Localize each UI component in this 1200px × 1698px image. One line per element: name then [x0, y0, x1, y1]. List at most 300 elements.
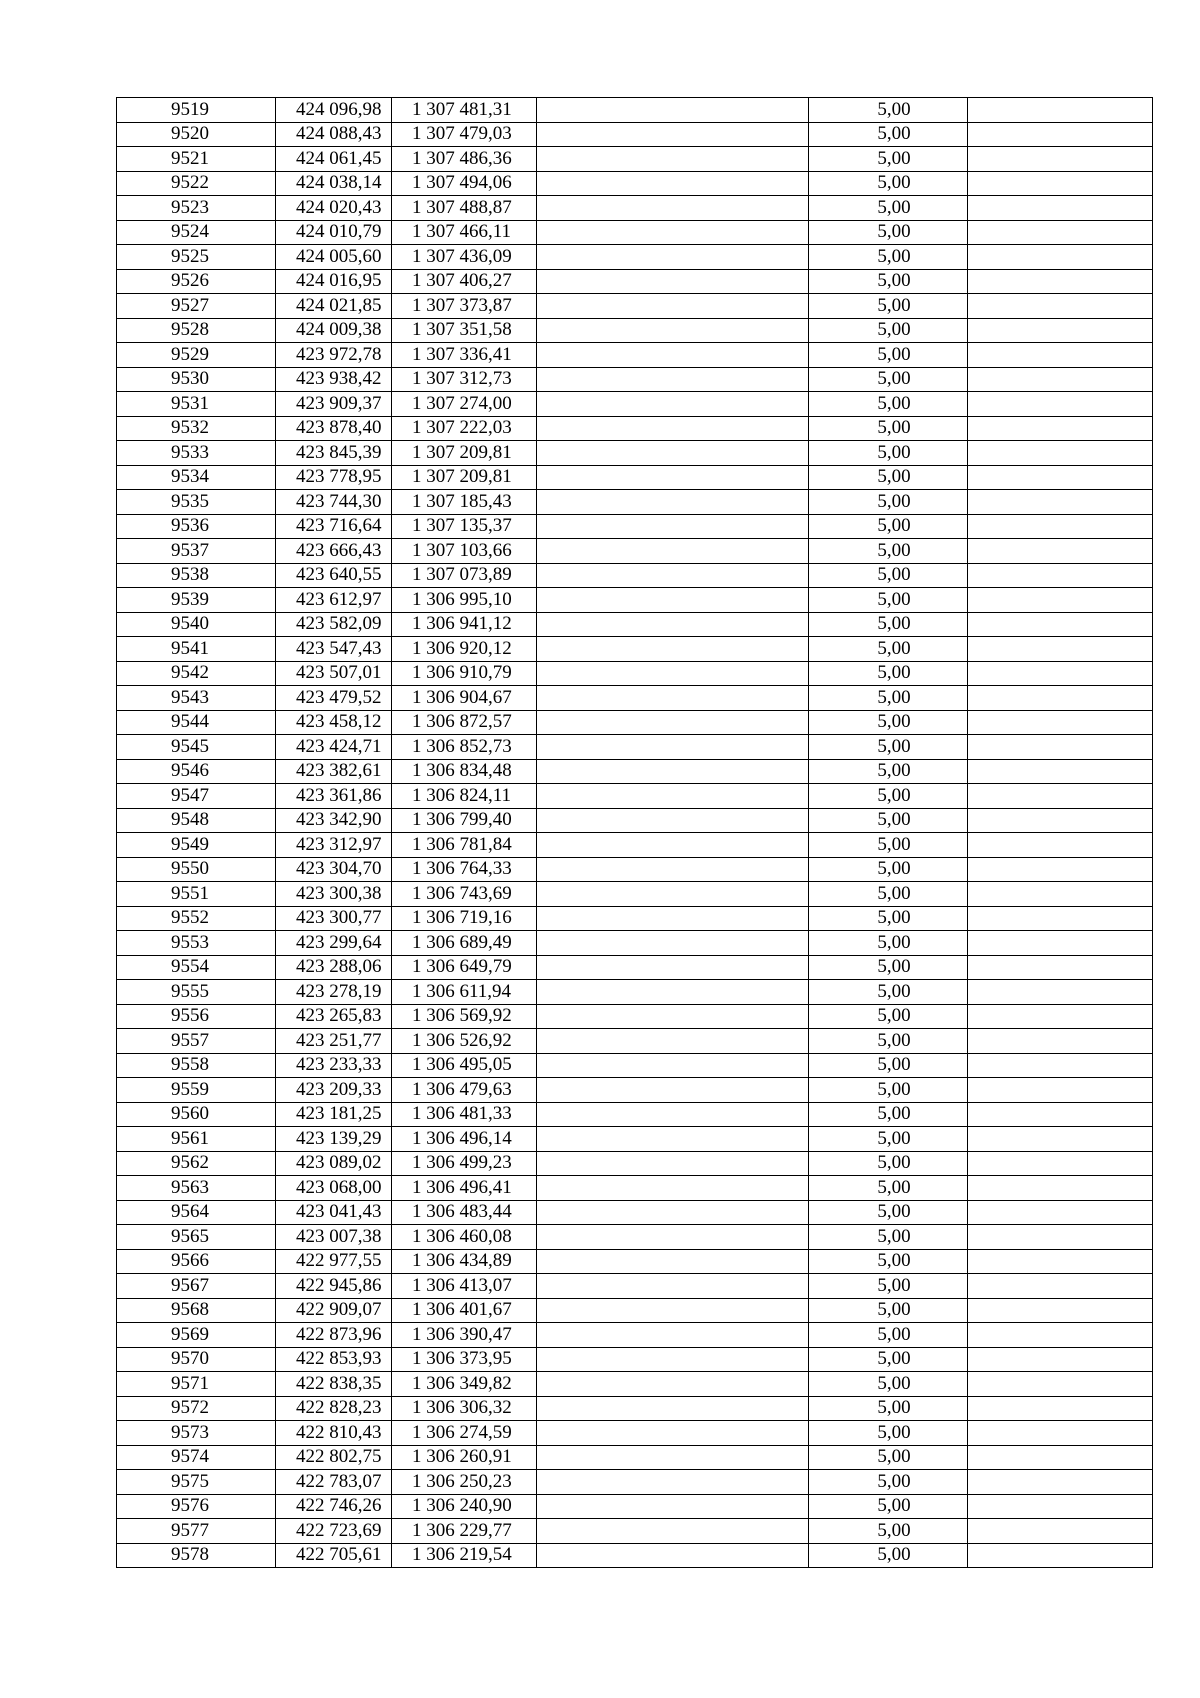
- blank-cell: [537, 1323, 809, 1348]
- y-coordinate-cell: 1 306 569,92: [392, 1004, 537, 1029]
- x-coordinate-cell: 422 838,35: [276, 1372, 392, 1397]
- value-cell: 5,00: [809, 735, 968, 760]
- y-coordinate-cell: 1 306 920,12: [392, 637, 537, 662]
- coordinate-table: [116, 97, 1153, 1568]
- x-coordinate-cell: 422 977,55: [276, 1249, 392, 1274]
- x-coordinate-cell: 423 845,39: [276, 441, 392, 466]
- y-coordinate-cell: 1 306 689,49: [392, 931, 537, 956]
- y-coordinate-cell: 1 306 240,90: [392, 1494, 537, 1519]
- point-number-cell: 9575: [117, 1470, 276, 1495]
- y-coordinate-cell: 1 307 373,87: [392, 294, 537, 319]
- x-coordinate-cell: 422 945,86: [276, 1274, 392, 1299]
- blank-cell: [968, 294, 1153, 319]
- value-cell: 5,00: [809, 637, 968, 662]
- blank-cell: [968, 1347, 1153, 1372]
- blank-cell: [968, 490, 1153, 515]
- value-cell: 5,00: [809, 588, 968, 613]
- table-row: [117, 539, 1153, 564]
- value-cell: 5,00: [809, 98, 968, 123]
- point-number-cell: 9524: [117, 220, 276, 245]
- y-coordinate-cell: 1 306 649,79: [392, 955, 537, 980]
- blank-cell: [968, 1053, 1153, 1078]
- table-row: [117, 833, 1153, 858]
- table-row: [117, 1102, 1153, 1127]
- blank-cell: [537, 637, 809, 662]
- table-row: [117, 1519, 1153, 1544]
- table-row: [117, 367, 1153, 392]
- blank-cell: [537, 686, 809, 711]
- value-cell: 5,00: [809, 196, 968, 221]
- x-coordinate-cell: 422 705,61: [276, 1543, 392, 1568]
- blank-cell: [537, 367, 809, 392]
- point-number-cell: 9535: [117, 490, 276, 515]
- x-coordinate-cell: 423 547,43: [276, 637, 392, 662]
- y-coordinate-cell: 1 306 496,14: [392, 1127, 537, 1152]
- x-coordinate-cell: 423 233,33: [276, 1053, 392, 1078]
- y-coordinate-cell: 1 306 306,32: [392, 1396, 537, 1421]
- blank-cell: [537, 122, 809, 147]
- y-coordinate-cell: 1 306 483,44: [392, 1200, 537, 1225]
- value-cell: 5,00: [809, 1053, 968, 1078]
- x-coordinate-cell: 422 723,69: [276, 1519, 392, 1544]
- blank-cell: [968, 784, 1153, 809]
- x-coordinate-cell: 423 938,42: [276, 367, 392, 392]
- x-coordinate-cell: 423 209,33: [276, 1078, 392, 1103]
- value-cell: 5,00: [809, 1543, 968, 1568]
- blank-cell: [537, 1396, 809, 1421]
- point-number-cell: 9537: [117, 539, 276, 564]
- value-cell: 5,00: [809, 343, 968, 368]
- table-row: [117, 808, 1153, 833]
- blank-cell: [537, 490, 809, 515]
- value-cell: 5,00: [809, 1470, 968, 1495]
- blank-cell: [968, 318, 1153, 343]
- table-row: [117, 980, 1153, 1005]
- x-coordinate-cell: 424 061,45: [276, 147, 392, 172]
- x-coordinate-cell: 422 802,75: [276, 1445, 392, 1470]
- value-cell: 5,00: [809, 1494, 968, 1519]
- blank-cell: [537, 1102, 809, 1127]
- x-coordinate-cell: 422 810,43: [276, 1421, 392, 1446]
- blank-cell: [537, 661, 809, 686]
- table-row: [117, 343, 1153, 368]
- blank-cell: [537, 1543, 809, 1568]
- value-cell: 5,00: [809, 1127, 968, 1152]
- blank-cell: [537, 147, 809, 172]
- blank-cell: [968, 833, 1153, 858]
- blank-cell: [968, 441, 1153, 466]
- point-number-cell: 9528: [117, 318, 276, 343]
- blank-cell: [537, 906, 809, 931]
- x-coordinate-cell: 423 878,40: [276, 416, 392, 441]
- blank-cell: [968, 245, 1153, 270]
- blank-cell: [968, 1470, 1153, 1495]
- y-coordinate-cell: 1 306 910,79: [392, 661, 537, 686]
- table-row: [117, 1200, 1153, 1225]
- blank-cell: [537, 1053, 809, 1078]
- x-coordinate-cell: 423 007,38: [276, 1225, 392, 1250]
- y-coordinate-cell: 1 306 260,91: [392, 1445, 537, 1470]
- blank-cell: [968, 220, 1153, 245]
- point-number-cell: 9545: [117, 735, 276, 760]
- blank-cell: [968, 1445, 1153, 1470]
- point-number-cell: 9519: [117, 98, 276, 123]
- y-coordinate-cell: 1 306 274,59: [392, 1421, 537, 1446]
- y-coordinate-cell: 1 306 995,10: [392, 588, 537, 613]
- blank-cell: [968, 122, 1153, 147]
- blank-cell: [968, 1004, 1153, 1029]
- y-coordinate-cell: 1 306 349,82: [392, 1372, 537, 1397]
- point-number-cell: 9563: [117, 1176, 276, 1201]
- blank-cell: [968, 98, 1153, 123]
- y-coordinate-cell: 1 307 336,41: [392, 343, 537, 368]
- value-cell: 5,00: [809, 1078, 968, 1103]
- x-coordinate-cell: 423 716,64: [276, 514, 392, 539]
- blank-cell: [537, 1274, 809, 1299]
- x-coordinate-cell: 424 021,85: [276, 294, 392, 319]
- blank-cell: [537, 539, 809, 564]
- blank-cell: [968, 1421, 1153, 1446]
- point-number-cell: 9558: [117, 1053, 276, 1078]
- point-number-cell: 9540: [117, 612, 276, 637]
- y-coordinate-cell: 1 306 719,16: [392, 906, 537, 931]
- blank-cell: [537, 735, 809, 760]
- point-number-cell: 9551: [117, 882, 276, 907]
- y-coordinate-cell: 1 307 209,81: [392, 441, 537, 466]
- point-number-cell: 9534: [117, 465, 276, 490]
- point-number-cell: 9521: [117, 147, 276, 172]
- value-cell: 5,00: [809, 1102, 968, 1127]
- y-coordinate-cell: 1 306 413,07: [392, 1274, 537, 1299]
- table-row: [117, 759, 1153, 784]
- y-coordinate-cell: 1 307 436,09: [392, 245, 537, 270]
- point-number-cell: 9550: [117, 857, 276, 882]
- table-row: [117, 147, 1153, 172]
- y-coordinate-cell: 1 306 743,69: [392, 882, 537, 907]
- value-cell: 5,00: [809, 1176, 968, 1201]
- blank-cell: [968, 1274, 1153, 1299]
- blank-cell: [968, 735, 1153, 760]
- value-cell: 5,00: [809, 563, 968, 588]
- y-coordinate-cell: 1 306 434,89: [392, 1249, 537, 1274]
- x-coordinate-cell: 424 005,60: [276, 245, 392, 270]
- value-cell: 5,00: [809, 955, 968, 980]
- y-coordinate-cell: 1 307 103,66: [392, 539, 537, 564]
- x-coordinate-cell: 423 299,64: [276, 931, 392, 956]
- blank-cell: [537, 1494, 809, 1519]
- value-cell: 5,00: [809, 539, 968, 564]
- table-row: [117, 612, 1153, 637]
- table-row: [117, 1396, 1153, 1421]
- point-number-cell: 9555: [117, 980, 276, 1005]
- value-cell: 5,00: [809, 245, 968, 270]
- point-number-cell: 9527: [117, 294, 276, 319]
- blank-cell: [537, 1151, 809, 1176]
- point-number-cell: 9529: [117, 343, 276, 368]
- blank-cell: [968, 588, 1153, 613]
- value-cell: 5,00: [809, 416, 968, 441]
- blank-cell: [537, 857, 809, 882]
- table-row: [117, 882, 1153, 907]
- value-cell: 5,00: [809, 269, 968, 294]
- table-row: [117, 122, 1153, 147]
- table-row: [117, 1470, 1153, 1495]
- y-coordinate-cell: 1 307 185,43: [392, 490, 537, 515]
- blank-cell: [537, 563, 809, 588]
- x-coordinate-cell: 423 300,77: [276, 906, 392, 931]
- blank-cell: [537, 1249, 809, 1274]
- y-coordinate-cell: 1 307 488,87: [392, 196, 537, 221]
- point-number-cell: 9562: [117, 1151, 276, 1176]
- point-number-cell: 9564: [117, 1200, 276, 1225]
- point-number-cell: 9569: [117, 1323, 276, 1348]
- value-cell: 5,00: [809, 220, 968, 245]
- point-number-cell: 9547: [117, 784, 276, 809]
- y-coordinate-cell: 1 306 904,67: [392, 686, 537, 711]
- blank-cell: [968, 1372, 1153, 1397]
- y-coordinate-cell: 1 307 486,36: [392, 147, 537, 172]
- x-coordinate-cell: 423 041,43: [276, 1200, 392, 1225]
- blank-cell: [537, 294, 809, 319]
- blank-cell: [968, 1176, 1153, 1201]
- table-row: [117, 1494, 1153, 1519]
- x-coordinate-cell: 423 342,90: [276, 808, 392, 833]
- value-cell: 5,00: [809, 514, 968, 539]
- value-cell: 5,00: [809, 147, 968, 172]
- point-number-cell: 9568: [117, 1298, 276, 1323]
- value-cell: 5,00: [809, 1274, 968, 1299]
- x-coordinate-cell: 423 640,55: [276, 563, 392, 588]
- point-number-cell: 9561: [117, 1127, 276, 1152]
- x-coordinate-cell: 423 278,19: [276, 980, 392, 1005]
- x-coordinate-cell: 423 612,97: [276, 588, 392, 613]
- value-cell: 5,00: [809, 1029, 968, 1054]
- table-row: [117, 416, 1153, 441]
- x-coordinate-cell: 423 265,83: [276, 1004, 392, 1029]
- blank-cell: [968, 563, 1153, 588]
- blank-cell: [968, 343, 1153, 368]
- blank-cell: [537, 931, 809, 956]
- blank-cell: [968, 1029, 1153, 1054]
- blank-cell: [537, 1421, 809, 1446]
- table-row: [117, 563, 1153, 588]
- y-coordinate-cell: 1 306 526,92: [392, 1029, 537, 1054]
- x-coordinate-cell: 423 304,70: [276, 857, 392, 882]
- value-cell: 5,00: [809, 686, 968, 711]
- value-cell: 5,00: [809, 784, 968, 809]
- blank-cell: [537, 269, 809, 294]
- x-coordinate-cell: 423 288,06: [276, 955, 392, 980]
- blank-cell: [537, 1004, 809, 1029]
- value-cell: 5,00: [809, 1004, 968, 1029]
- x-coordinate-cell: 423 972,78: [276, 343, 392, 368]
- point-number-cell: 9571: [117, 1372, 276, 1397]
- blank-cell: [968, 1543, 1153, 1568]
- value-cell: 5,00: [809, 1421, 968, 1446]
- value-cell: 5,00: [809, 833, 968, 858]
- x-coordinate-cell: 423 507,01: [276, 661, 392, 686]
- x-coordinate-cell: 424 009,38: [276, 318, 392, 343]
- x-coordinate-cell: 422 909,07: [276, 1298, 392, 1323]
- blank-cell: [968, 1494, 1153, 1519]
- x-coordinate-cell: 423 139,29: [276, 1127, 392, 1152]
- y-coordinate-cell: 1 306 250,23: [392, 1470, 537, 1495]
- x-coordinate-cell: 423 424,71: [276, 735, 392, 760]
- value-cell: 5,00: [809, 759, 968, 784]
- blank-cell: [537, 1127, 809, 1152]
- value-cell: 5,00: [809, 808, 968, 833]
- x-coordinate-cell: 423 909,37: [276, 392, 392, 417]
- table-row: [117, 171, 1153, 196]
- x-coordinate-cell: 422 853,93: [276, 1347, 392, 1372]
- x-coordinate-cell: 423 778,95: [276, 465, 392, 490]
- table-row: [117, 710, 1153, 735]
- table-body: [117, 98, 1153, 1568]
- point-number-cell: 9567: [117, 1274, 276, 1299]
- y-coordinate-cell: 1 306 499,23: [392, 1151, 537, 1176]
- table-row: [117, 318, 1153, 343]
- point-number-cell: 9557: [117, 1029, 276, 1054]
- blank-cell: [968, 1249, 1153, 1274]
- point-number-cell: 9548: [117, 808, 276, 833]
- blank-cell: [537, 1445, 809, 1470]
- blank-cell: [537, 882, 809, 907]
- table-row: [117, 1298, 1153, 1323]
- blank-cell: [537, 710, 809, 735]
- blank-cell: [537, 196, 809, 221]
- y-coordinate-cell: 1 306 219,54: [392, 1543, 537, 1568]
- blank-cell: [537, 392, 809, 417]
- point-number-cell: 9553: [117, 931, 276, 956]
- x-coordinate-cell: 423 361,86: [276, 784, 392, 809]
- value-cell: 5,00: [809, 294, 968, 319]
- x-coordinate-cell: 422 828,23: [276, 1396, 392, 1421]
- y-coordinate-cell: 1 306 481,33: [392, 1102, 537, 1127]
- blank-cell: [537, 1176, 809, 1201]
- point-number-cell: 9559: [117, 1078, 276, 1103]
- point-number-cell: 9570: [117, 1347, 276, 1372]
- y-coordinate-cell: 1 306 229,77: [392, 1519, 537, 1544]
- blank-cell: [968, 416, 1153, 441]
- y-coordinate-cell: 1 306 781,84: [392, 833, 537, 858]
- table-row: [117, 686, 1153, 711]
- value-cell: 5,00: [809, 318, 968, 343]
- blank-cell: [968, 857, 1153, 882]
- x-coordinate-cell: 423 744,30: [276, 490, 392, 515]
- value-cell: 5,00: [809, 1396, 968, 1421]
- blank-cell: [537, 1372, 809, 1397]
- blank-cell: [968, 1078, 1153, 1103]
- x-coordinate-cell: 423 666,43: [276, 539, 392, 564]
- y-coordinate-cell: 1 307 274,00: [392, 392, 537, 417]
- table-row: [117, 1421, 1153, 1446]
- value-cell: 5,00: [809, 710, 968, 735]
- table-row: [117, 465, 1153, 490]
- blank-cell: [537, 808, 809, 833]
- blank-cell: [968, 539, 1153, 564]
- point-number-cell: 9538: [117, 563, 276, 588]
- table-row: [117, 857, 1153, 882]
- table-row: [117, 98, 1153, 123]
- point-number-cell: 9544: [117, 710, 276, 735]
- blank-cell: [968, 980, 1153, 1005]
- blank-cell: [968, 931, 1153, 956]
- table-row: [117, 490, 1153, 515]
- blank-cell: [968, 906, 1153, 931]
- table-row: [117, 1445, 1153, 1470]
- point-number-cell: 9522: [117, 171, 276, 196]
- table-row: [117, 735, 1153, 760]
- y-coordinate-cell: 1 307 351,58: [392, 318, 537, 343]
- blank-cell: [537, 465, 809, 490]
- y-coordinate-cell: 1 306 611,94: [392, 980, 537, 1005]
- x-coordinate-cell: 423 300,38: [276, 882, 392, 907]
- blank-cell: [968, 1298, 1153, 1323]
- table-row: [117, 784, 1153, 809]
- value-cell: 5,00: [809, 882, 968, 907]
- value-cell: 5,00: [809, 1445, 968, 1470]
- value-cell: 5,00: [809, 1519, 968, 1544]
- blank-cell: [537, 1298, 809, 1323]
- point-number-cell: 9574: [117, 1445, 276, 1470]
- blank-cell: [968, 1151, 1153, 1176]
- y-coordinate-cell: 1 306 373,95: [392, 1347, 537, 1372]
- point-number-cell: 9523: [117, 196, 276, 221]
- blank-cell: [537, 1200, 809, 1225]
- blank-cell: [968, 637, 1153, 662]
- blank-cell: [968, 1127, 1153, 1152]
- table-row: [117, 1004, 1153, 1029]
- blank-cell: [968, 808, 1153, 833]
- point-number-cell: 9542: [117, 661, 276, 686]
- blank-cell: [968, 686, 1153, 711]
- blank-cell: [968, 465, 1153, 490]
- table-row: [117, 1029, 1153, 1054]
- x-coordinate-cell: 423 479,52: [276, 686, 392, 711]
- blank-cell: [968, 392, 1153, 417]
- point-number-cell: 9549: [117, 833, 276, 858]
- blank-cell: [537, 1225, 809, 1250]
- x-coordinate-cell: 423 181,25: [276, 1102, 392, 1127]
- value-cell: 5,00: [809, 122, 968, 147]
- point-number-cell: 9566: [117, 1249, 276, 1274]
- blank-cell: [537, 441, 809, 466]
- x-coordinate-cell: 424 016,95: [276, 269, 392, 294]
- table-row: [117, 1372, 1153, 1397]
- point-number-cell: 9536: [117, 514, 276, 539]
- point-number-cell: 9560: [117, 1102, 276, 1127]
- y-coordinate-cell: 1 307 135,37: [392, 514, 537, 539]
- y-coordinate-cell: 1 307 073,89: [392, 563, 537, 588]
- y-coordinate-cell: 1 306 401,67: [392, 1298, 537, 1323]
- table-row: [117, 269, 1153, 294]
- table-row: [117, 931, 1153, 956]
- x-coordinate-cell: 424 088,43: [276, 122, 392, 147]
- table-row: [117, 1176, 1153, 1201]
- y-coordinate-cell: 1 306 460,08: [392, 1225, 537, 1250]
- point-number-cell: 9546: [117, 759, 276, 784]
- x-coordinate-cell: 423 089,02: [276, 1151, 392, 1176]
- x-coordinate-cell: 424 020,43: [276, 196, 392, 221]
- value-cell: 5,00: [809, 931, 968, 956]
- point-number-cell: 9532: [117, 416, 276, 441]
- value-cell: 5,00: [809, 906, 968, 931]
- value-cell: 5,00: [809, 612, 968, 637]
- x-coordinate-cell: 423 251,77: [276, 1029, 392, 1054]
- blank-cell: [537, 833, 809, 858]
- blank-cell: [537, 416, 809, 441]
- point-number-cell: 9565: [117, 1225, 276, 1250]
